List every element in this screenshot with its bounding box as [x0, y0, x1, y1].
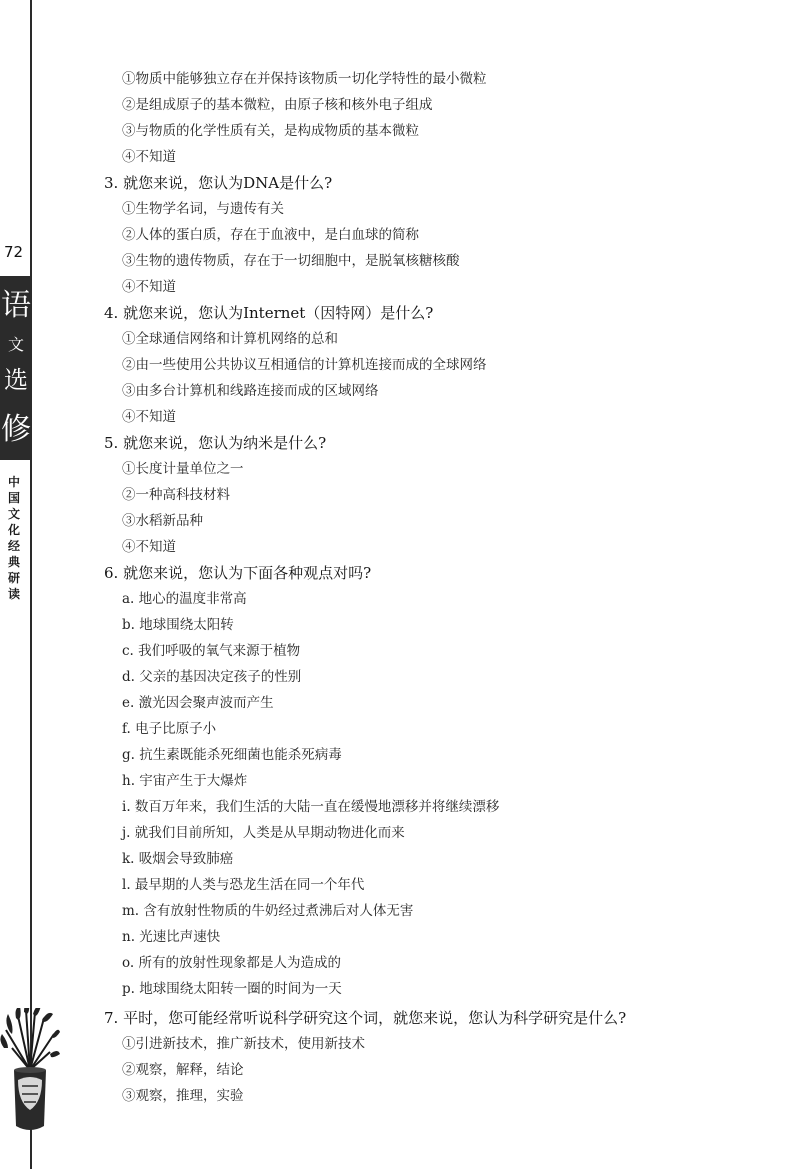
- option-text: l. 最早期的人类与恐龙生活在同一个年代: [122, 877, 365, 893]
- option-text: ①长度计量单位之一: [122, 461, 244, 477]
- side-tab-char: 选: [4, 366, 28, 394]
- option-text: j. 就我们目前所知，人类是从早期动物进化而来: [122, 825, 405, 841]
- option-text: ③由多台计算机和线路连接而成的区域网络: [122, 383, 379, 399]
- option-text: ②人体的蛋白质，存在于血液中，是白血球的简称: [122, 227, 419, 243]
- side-tab-char: 文: [7, 335, 24, 354]
- side-title: 中国文化经典研读: [8, 475, 21, 601]
- page-number: 72: [4, 243, 24, 261]
- option-text: ③观察，推理，实验: [122, 1088, 244, 1104]
- option-text: f. 电子比原子小: [122, 721, 217, 737]
- option-text: p. 地球围绕太阳转一圈的时间为一天: [122, 981, 342, 997]
- option-text: a. 地心的温度非常高: [122, 591, 247, 607]
- option-text: n. 光速比声速快: [122, 929, 221, 945]
- option-text: ④不知道: [122, 279, 176, 295]
- question-text: 6. 就您来说，您认为下面各种观点对吗?: [104, 564, 372, 582]
- option-text: ④不知道: [122, 409, 176, 425]
- option-text: d. 父亲的基因决定孩子的性别: [122, 669, 302, 685]
- option-text: ③与物质的化学性质有关，是构成物质的基本微粒: [122, 123, 419, 139]
- option-text: ①物质中能够独立存在并保持该物质一切化学特性的最小微粒: [122, 71, 487, 87]
- option-text: ④不知道: [122, 539, 176, 555]
- option-text: o. 所有的放射性现象都是人为造成的: [122, 955, 341, 971]
- option-text: ②一种高科技材料: [122, 487, 230, 503]
- option-text: c. 我们呼吸的氧气来源于植物: [122, 643, 301, 659]
- side-tab-char: 修: [1, 412, 31, 447]
- question-text: 7. 平时，您可能经常听说科学研究这个词，就您来说，您认为科学研究是什么?: [104, 1009, 627, 1027]
- option-text: g. 抗生素既能杀死细菌也能杀死病毒: [122, 747, 342, 763]
- option-text: i. 数百万年来，我们生活的大陆一直在缓慢地漂移并将继续漂移: [122, 799, 500, 815]
- option-text: ①生物学名词，与遗传有关: [122, 201, 284, 217]
- option-text: ①引进新技术，推广新技术，使用新技术: [122, 1036, 365, 1052]
- option-text: k. 吸烟会导致肺癌: [122, 851, 234, 867]
- option-text: m. 含有放射性物质的牛奶经过煮沸后对人体无害: [122, 903, 414, 919]
- question-text: 4. 就您来说，您认为Internet（因特网）是什么?: [104, 304, 434, 322]
- option-text: ④不知道: [122, 149, 176, 165]
- question-text: 3. 就您来说，您认为DNA是什么?: [104, 174, 333, 192]
- option-text: ①全球通信网络和计算机网络的总和: [122, 331, 338, 347]
- option-text: h. 宇宙产生于大爆炸: [122, 773, 248, 789]
- option-text: ②是组成原子的基本微粒，由原子核和核外电子组成: [122, 97, 433, 113]
- side-tab-char: 语: [1, 288, 31, 323]
- option-text: ②由一些使用公共协议互相通信的计算机连接而成的全球网络: [122, 357, 487, 373]
- option-text: b. 地球围绕太阳转: [122, 617, 234, 633]
- option-text: e. 激光因会聚声波而产生: [122, 695, 274, 711]
- option-text: ③水稻新品种: [122, 513, 203, 529]
- question-text: 5. 就您来说，您认为纳米是什么?: [104, 434, 327, 452]
- option-text: ②观察，解释，结论: [122, 1062, 244, 1078]
- option-text: ③生物的遗传物质，存在于一切细胞中，是脱氧核糖核酸: [122, 253, 460, 269]
